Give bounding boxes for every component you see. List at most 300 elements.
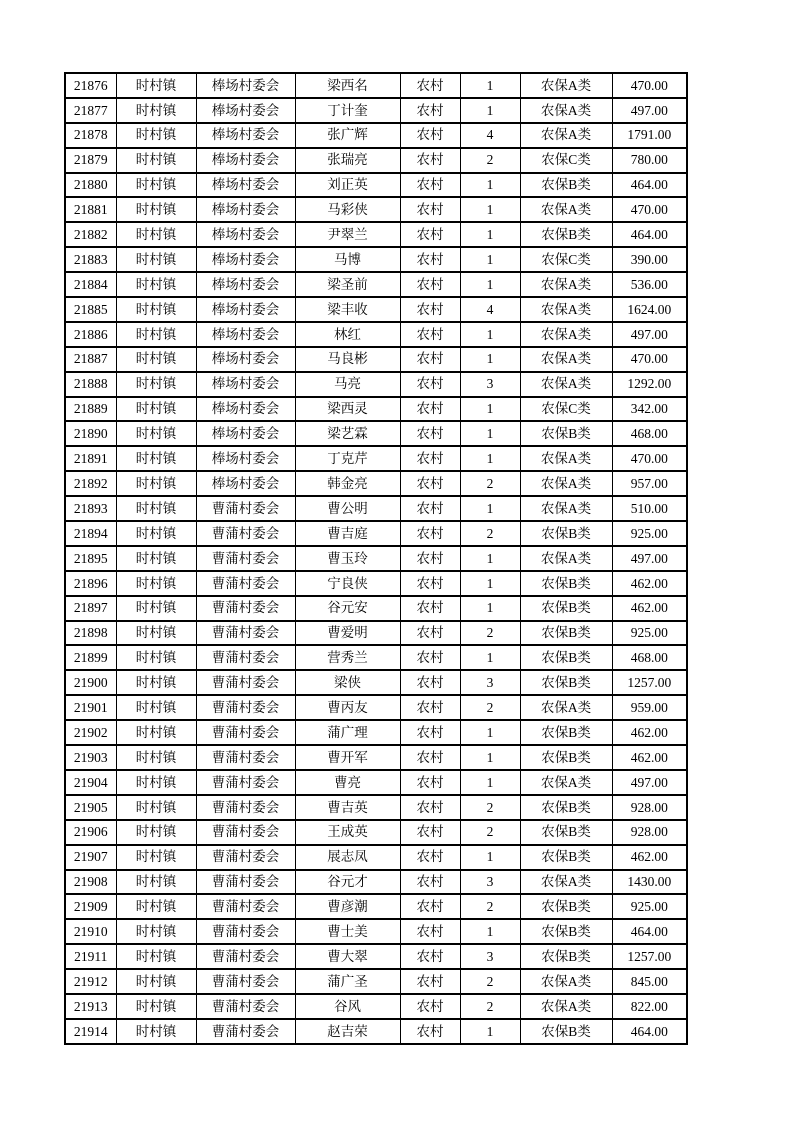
cell-insurance-category: 农保A类 (520, 446, 612, 471)
cell-person-count: 1 (460, 397, 520, 422)
cell-person-name: 曹大翠 (295, 944, 400, 969)
cell-village-committee: 曹蒲村委会 (196, 820, 295, 845)
cell-village-committee: 曹蒲村委会 (196, 845, 295, 870)
cell-person-name: 马亮 (295, 372, 400, 397)
cell-residence-type: 农村 (400, 546, 460, 571)
cell-village-committee: 曹蒲村委会 (196, 745, 295, 770)
cell-town: 时村镇 (116, 770, 196, 795)
table-row (65, 845, 687, 870)
cell-amount: 497.00 (612, 546, 687, 571)
cell-serial-number: 21892 (65, 471, 116, 496)
cell-person-name: 蒲广理 (295, 720, 400, 745)
cell-amount: 536.00 (612, 272, 687, 297)
table-row (65, 745, 687, 770)
cell-serial-number: 21894 (65, 521, 116, 546)
cell-village-committee: 棒场村委会 (196, 73, 295, 98)
cell-town: 时村镇 (116, 571, 196, 596)
cell-person-count: 1 (460, 173, 520, 198)
cell-village-committee: 曹蒲村委会 (196, 670, 295, 695)
table-row (65, 446, 687, 471)
cell-serial-number: 21878 (65, 123, 116, 148)
cell-town: 时村镇 (116, 372, 196, 397)
cell-person-count: 2 (460, 994, 520, 1019)
cell-person-count: 2 (460, 894, 520, 919)
cell-person-count: 1 (460, 571, 520, 596)
cell-residence-type: 农村 (400, 596, 460, 621)
cell-person-name: 曹玉玲 (295, 546, 400, 571)
cell-person-count: 1 (460, 272, 520, 297)
cell-residence-type: 农村 (400, 521, 460, 546)
table-row (65, 571, 687, 596)
cell-serial-number: 21907 (65, 845, 116, 870)
cell-person-count: 1 (460, 446, 520, 471)
cell-serial-number: 21882 (65, 222, 116, 247)
table-row (65, 247, 687, 272)
table-row (65, 944, 687, 969)
cell-amount: 925.00 (612, 894, 687, 919)
cell-insurance-category: 农保A类 (520, 197, 612, 222)
cell-serial-number: 21883 (65, 247, 116, 272)
cell-village-committee: 曹蒲村委会 (196, 695, 295, 720)
cell-person-count: 1 (460, 322, 520, 347)
cell-person-name: 尹翠兰 (295, 222, 400, 247)
cell-town: 时村镇 (116, 745, 196, 770)
cell-town: 时村镇 (116, 645, 196, 670)
cell-person-name: 刘正英 (295, 173, 400, 198)
cell-insurance-category: 农保A类 (520, 98, 612, 123)
cell-person-count: 2 (460, 148, 520, 173)
cell-insurance-category: 农保C类 (520, 397, 612, 422)
cell-amount: 1292.00 (612, 372, 687, 397)
cell-person-name: 曹亮 (295, 770, 400, 795)
cell-residence-type: 农村 (400, 73, 460, 98)
table-row (65, 795, 687, 820)
cell-serial-number: 21886 (65, 322, 116, 347)
cell-village-committee: 曹蒲村委会 (196, 919, 295, 944)
cell-serial-number: 21888 (65, 372, 116, 397)
cell-village-committee: 棒场村委会 (196, 148, 295, 173)
cell-village-committee: 曹蒲村委会 (196, 571, 295, 596)
cell-insurance-category: 农保B类 (520, 845, 612, 870)
cell-town: 时村镇 (116, 695, 196, 720)
cell-amount: 464.00 (612, 919, 687, 944)
table-row (65, 347, 687, 372)
cell-person-count: 2 (460, 820, 520, 845)
cell-insurance-category: 农保B类 (520, 670, 612, 695)
cell-person-name: 曹吉英 (295, 795, 400, 820)
insurance-benefits-table (64, 72, 688, 1045)
cell-residence-type: 农村 (400, 421, 460, 446)
cell-amount: 845.00 (612, 969, 687, 994)
cell-person-name: 梁侠 (295, 670, 400, 695)
cell-village-committee: 曹蒲村委会 (196, 521, 295, 546)
cell-residence-type: 农村 (400, 720, 460, 745)
cell-insurance-category: 农保B类 (520, 1019, 612, 1044)
cell-residence-type: 农村 (400, 820, 460, 845)
cell-amount: 462.00 (612, 596, 687, 621)
cell-town: 时村镇 (116, 994, 196, 1019)
cell-insurance-category: 农保A类 (520, 322, 612, 347)
table-body (65, 73, 687, 1044)
cell-serial-number: 21881 (65, 197, 116, 222)
cell-serial-number: 21887 (65, 347, 116, 372)
cell-village-committee: 棒场村委会 (196, 297, 295, 322)
cell-insurance-category: 农保A类 (520, 994, 612, 1019)
cell-insurance-category: 农保A类 (520, 496, 612, 521)
cell-town: 时村镇 (116, 397, 196, 422)
cell-person-count: 2 (460, 521, 520, 546)
cell-amount: 1624.00 (612, 297, 687, 322)
table-row (65, 272, 687, 297)
cell-amount: 1791.00 (612, 123, 687, 148)
cell-village-committee: 曹蒲村委会 (196, 770, 295, 795)
table-row (65, 870, 687, 895)
cell-village-committee: 曹蒲村委会 (196, 795, 295, 820)
cell-village-committee: 曹蒲村委会 (196, 969, 295, 994)
cell-serial-number: 21897 (65, 596, 116, 621)
cell-person-name: 曹吉庭 (295, 521, 400, 546)
cell-village-committee: 曹蒲村委会 (196, 870, 295, 895)
cell-residence-type: 农村 (400, 745, 460, 770)
cell-amount: 780.00 (612, 148, 687, 173)
cell-person-name: 曹开军 (295, 745, 400, 770)
cell-serial-number: 21898 (65, 621, 116, 646)
cell-village-committee: 棒场村委会 (196, 372, 295, 397)
cell-village-committee: 曹蒲村委会 (196, 496, 295, 521)
cell-insurance-category: 农保C类 (520, 247, 612, 272)
cell-village-committee: 棒场村委会 (196, 446, 295, 471)
cell-serial-number: 21876 (65, 73, 116, 98)
cell-person-count: 1 (460, 720, 520, 745)
cell-amount: 959.00 (612, 695, 687, 720)
cell-person-count: 1 (460, 222, 520, 247)
cell-residence-type: 农村 (400, 496, 460, 521)
cell-person-count: 4 (460, 297, 520, 322)
cell-person-name: 蒲广圣 (295, 969, 400, 994)
cell-village-committee: 曹蒲村委会 (196, 645, 295, 670)
cell-person-name: 梁西灵 (295, 397, 400, 422)
cell-person-name: 谷元安 (295, 596, 400, 621)
cell-person-name: 曹爱明 (295, 621, 400, 646)
cell-village-committee: 棒场村委会 (196, 123, 295, 148)
cell-person-count: 1 (460, 596, 520, 621)
cell-insurance-category: 农保B类 (520, 944, 612, 969)
cell-serial-number: 21904 (65, 770, 116, 795)
table-row (65, 372, 687, 397)
table-row (65, 894, 687, 919)
cell-town: 时村镇 (116, 1019, 196, 1044)
cell-residence-type: 农村 (400, 845, 460, 870)
cell-insurance-category: 农保A类 (520, 770, 612, 795)
cell-person-count: 3 (460, 870, 520, 895)
cell-residence-type: 农村 (400, 247, 460, 272)
cell-person-count: 1 (460, 347, 520, 372)
cell-village-committee: 棒场村委会 (196, 471, 295, 496)
cell-person-count: 1 (460, 919, 520, 944)
cell-residence-type: 农村 (400, 621, 460, 646)
cell-person-count: 1 (460, 197, 520, 222)
cell-town: 时村镇 (116, 421, 196, 446)
cell-person-count: 2 (460, 695, 520, 720)
cell-person-name: 曹彦潮 (295, 894, 400, 919)
cell-serial-number: 21891 (65, 446, 116, 471)
cell-serial-number: 21908 (65, 870, 116, 895)
table-row (65, 919, 687, 944)
cell-serial-number: 21913 (65, 994, 116, 1019)
cell-insurance-category: 农保B类 (520, 596, 612, 621)
cell-town: 时村镇 (116, 98, 196, 123)
cell-person-name: 韩金亮 (295, 471, 400, 496)
cell-person-count: 2 (460, 471, 520, 496)
cell-town: 时村镇 (116, 347, 196, 372)
cell-village-committee: 棒场村委会 (196, 247, 295, 272)
table-row (65, 645, 687, 670)
table-row (65, 1019, 687, 1044)
cell-serial-number: 21911 (65, 944, 116, 969)
cell-amount: 497.00 (612, 98, 687, 123)
cell-residence-type: 农村 (400, 645, 460, 670)
cell-person-name: 张广辉 (295, 123, 400, 148)
cell-person-name: 马博 (295, 247, 400, 272)
cell-town: 时村镇 (116, 173, 196, 198)
cell-insurance-category: 农保B类 (520, 894, 612, 919)
cell-town: 时村镇 (116, 471, 196, 496)
cell-insurance-category: 农保B类 (520, 521, 612, 546)
cell-person-count: 1 (460, 1019, 520, 1044)
table-row (65, 123, 687, 148)
cell-insurance-category: 农保A类 (520, 870, 612, 895)
cell-insurance-category: 农保B类 (520, 621, 612, 646)
cell-person-count: 2 (460, 621, 520, 646)
cell-residence-type: 农村 (400, 571, 460, 596)
cell-amount: 497.00 (612, 322, 687, 347)
cell-residence-type: 农村 (400, 397, 460, 422)
cell-serial-number: 21899 (65, 645, 116, 670)
cell-insurance-category: 农保A类 (520, 471, 612, 496)
cell-person-name: 丁克芹 (295, 446, 400, 471)
cell-serial-number: 21912 (65, 969, 116, 994)
cell-village-committee: 棒场村委会 (196, 272, 295, 297)
cell-town: 时村镇 (116, 795, 196, 820)
cell-serial-number: 21879 (65, 148, 116, 173)
cell-serial-number: 21877 (65, 98, 116, 123)
cell-residence-type: 农村 (400, 98, 460, 123)
cell-village-committee: 曹蒲村委会 (196, 720, 295, 745)
cell-person-name: 曹丙友 (295, 695, 400, 720)
cell-serial-number: 21896 (65, 571, 116, 596)
cell-amount: 497.00 (612, 770, 687, 795)
cell-village-committee: 棒场村委会 (196, 197, 295, 222)
cell-insurance-category: 农保A类 (520, 73, 612, 98)
cell-residence-type: 农村 (400, 148, 460, 173)
cell-amount: 462.00 (612, 845, 687, 870)
cell-person-name: 谷元才 (295, 870, 400, 895)
cell-residence-type: 农村 (400, 197, 460, 222)
cell-person-name: 谷风 (295, 994, 400, 1019)
cell-town: 时村镇 (116, 919, 196, 944)
cell-person-name: 曹士美 (295, 919, 400, 944)
cell-insurance-category: 农保A类 (520, 297, 612, 322)
cell-insurance-category: 农保B类 (520, 173, 612, 198)
table-row (65, 297, 687, 322)
cell-amount: 1257.00 (612, 670, 687, 695)
cell-amount: 928.00 (612, 795, 687, 820)
cell-person-count: 1 (460, 73, 520, 98)
cell-amount: 390.00 (612, 247, 687, 272)
cell-serial-number: 21880 (65, 173, 116, 198)
cell-town: 时村镇 (116, 845, 196, 870)
cell-village-committee: 棒场村委会 (196, 98, 295, 123)
cell-amount: 470.00 (612, 197, 687, 222)
cell-person-name: 马良彬 (295, 347, 400, 372)
table-row (65, 173, 687, 198)
cell-residence-type: 农村 (400, 272, 460, 297)
cell-town: 时村镇 (116, 820, 196, 845)
cell-amount: 470.00 (612, 446, 687, 471)
cell-amount: 928.00 (612, 820, 687, 845)
cell-amount: 470.00 (612, 73, 687, 98)
cell-amount: 464.00 (612, 1019, 687, 1044)
cell-village-committee: 棒场村委会 (196, 222, 295, 247)
cell-serial-number: 21895 (65, 546, 116, 571)
cell-town: 时村镇 (116, 148, 196, 173)
table-row (65, 197, 687, 222)
cell-residence-type: 农村 (400, 446, 460, 471)
cell-person-count: 1 (460, 546, 520, 571)
cell-residence-type: 农村 (400, 770, 460, 795)
cell-town: 时村镇 (116, 870, 196, 895)
cell-amount: 470.00 (612, 347, 687, 372)
cell-town: 时村镇 (116, 222, 196, 247)
cell-person-name: 展志凤 (295, 845, 400, 870)
cell-person-name: 宁良侠 (295, 571, 400, 596)
cell-person-count: 3 (460, 670, 520, 695)
cell-amount: 822.00 (612, 994, 687, 1019)
cell-amount: 462.00 (612, 720, 687, 745)
cell-amount: 1430.00 (612, 870, 687, 895)
table-row (65, 397, 687, 422)
cell-serial-number: 21900 (65, 670, 116, 695)
cell-insurance-category: 农保B类 (520, 421, 612, 446)
cell-town: 时村镇 (116, 670, 196, 695)
cell-amount: 464.00 (612, 222, 687, 247)
cell-residence-type: 农村 (400, 919, 460, 944)
cell-residence-type: 农村 (400, 347, 460, 372)
cell-person-count: 3 (460, 944, 520, 969)
cell-amount: 342.00 (612, 397, 687, 422)
cell-insurance-category: 农保B类 (520, 645, 612, 670)
cell-serial-number: 21903 (65, 745, 116, 770)
cell-village-committee: 曹蒲村委会 (196, 1019, 295, 1044)
table-row (65, 546, 687, 571)
table-row (65, 770, 687, 795)
cell-person-name: 王成英 (295, 820, 400, 845)
cell-amount: 925.00 (612, 621, 687, 646)
cell-serial-number: 21905 (65, 795, 116, 820)
cell-person-name: 曹公明 (295, 496, 400, 521)
cell-town: 时村镇 (116, 496, 196, 521)
cell-insurance-category: 农保B类 (520, 745, 612, 770)
cell-town: 时村镇 (116, 272, 196, 297)
cell-village-committee: 棒场村委会 (196, 322, 295, 347)
table-row (65, 994, 687, 1019)
table-row (65, 695, 687, 720)
cell-person-name: 梁艺霖 (295, 421, 400, 446)
cell-amount: 462.00 (612, 745, 687, 770)
cell-person-count: 1 (460, 496, 520, 521)
cell-person-count: 4 (460, 123, 520, 148)
cell-town: 时村镇 (116, 521, 196, 546)
cell-town: 时村镇 (116, 247, 196, 272)
cell-amount: 462.00 (612, 571, 687, 596)
cell-serial-number: 21884 (65, 272, 116, 297)
cell-village-committee: 棒场村委会 (196, 397, 295, 422)
table-row (65, 969, 687, 994)
cell-residence-type: 农村 (400, 670, 460, 695)
table-row (65, 521, 687, 546)
cell-person-name: 张瑞亮 (295, 148, 400, 173)
cell-insurance-category: 农保A类 (520, 272, 612, 297)
cell-town: 时村镇 (116, 546, 196, 571)
cell-serial-number: 21885 (65, 297, 116, 322)
table-row (65, 148, 687, 173)
cell-amount: 957.00 (612, 471, 687, 496)
cell-residence-type: 农村 (400, 944, 460, 969)
cell-insurance-category: 农保B类 (520, 820, 612, 845)
cell-insurance-category: 农保A类 (520, 372, 612, 397)
cell-person-count: 1 (460, 770, 520, 795)
cell-town: 时村镇 (116, 197, 196, 222)
cell-amount: 925.00 (612, 521, 687, 546)
cell-insurance-category: 农保A类 (520, 123, 612, 148)
cell-serial-number: 21890 (65, 421, 116, 446)
cell-serial-number: 21893 (65, 496, 116, 521)
cell-person-name: 营秀兰 (295, 645, 400, 670)
cell-person-name: 梁西名 (295, 73, 400, 98)
cell-insurance-category: 农保C类 (520, 148, 612, 173)
cell-insurance-category: 农保B类 (520, 795, 612, 820)
table-row (65, 596, 687, 621)
cell-residence-type: 农村 (400, 173, 460, 198)
cell-person-name: 林红 (295, 322, 400, 347)
cell-village-committee: 曹蒲村委会 (196, 894, 295, 919)
cell-town: 时村镇 (116, 720, 196, 745)
cell-residence-type: 农村 (400, 695, 460, 720)
cell-person-name: 丁计奎 (295, 98, 400, 123)
cell-town: 时村镇 (116, 944, 196, 969)
cell-town: 时村镇 (116, 123, 196, 148)
cell-insurance-category: 农保B类 (520, 720, 612, 745)
cell-person-count: 1 (460, 98, 520, 123)
cell-insurance-category: 农保A类 (520, 969, 612, 994)
cell-residence-type: 农村 (400, 994, 460, 1019)
cell-serial-number: 21914 (65, 1019, 116, 1044)
table-row (65, 820, 687, 845)
cell-person-name: 赵吉荣 (295, 1019, 400, 1044)
cell-village-committee: 曹蒲村委会 (196, 596, 295, 621)
cell-town: 时村镇 (116, 73, 196, 98)
cell-serial-number: 21902 (65, 720, 116, 745)
cell-residence-type: 农村 (400, 471, 460, 496)
cell-person-count: 1 (460, 247, 520, 272)
cell-amount: 510.00 (612, 496, 687, 521)
cell-town: 时村镇 (116, 446, 196, 471)
table-row (65, 720, 687, 745)
cell-town: 时村镇 (116, 596, 196, 621)
cell-serial-number: 21909 (65, 894, 116, 919)
cell-residence-type: 农村 (400, 870, 460, 895)
cell-person-count: 1 (460, 421, 520, 446)
